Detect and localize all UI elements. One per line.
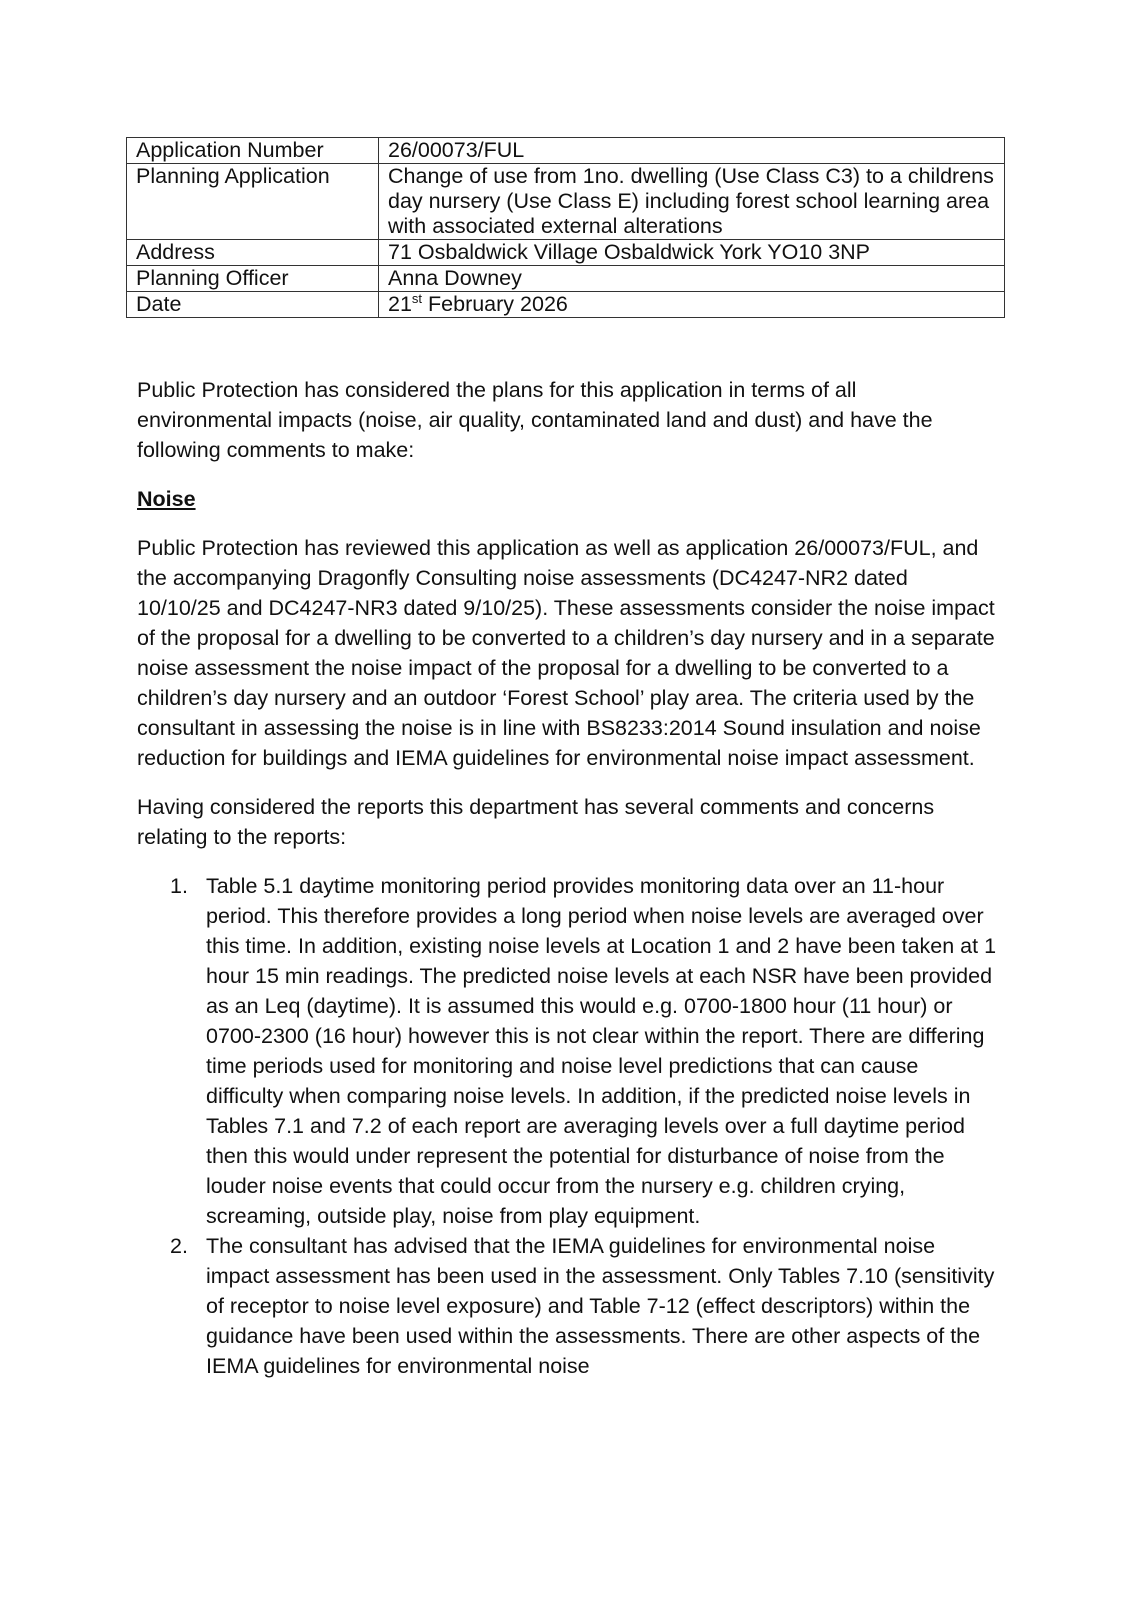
date-value bbox=[379, 292, 1005, 318]
table-row bbox=[127, 240, 1005, 266]
table-row bbox=[127, 164, 1005, 240]
list-item-number: 2. bbox=[170, 1234, 188, 1258]
application-number-label: Application Number bbox=[127, 138, 379, 164]
date-day: 21 bbox=[388, 292, 412, 316]
list-item bbox=[137, 871, 997, 1231]
list-item-number: 1. bbox=[170, 874, 188, 898]
planning-officer-label: Planning Officer bbox=[127, 266, 379, 292]
table-row bbox=[127, 292, 1005, 318]
list-item bbox=[137, 1231, 997, 1381]
list-item-text: The consultant has advised that the IEMA guidelines for environmental noise impact assessment has been used in the assessment. Only Tables 7.10 (sensitivity of receptor to noise level exposure) and Table 7-12 (effect descriptors) within the guidance have been used within the assessments. There are other aspects of the IEMA guidelines for environmental noise bbox=[206, 1234, 995, 1378]
planning-application-value: Change of use from 1no. dwelling (Use Class C3) to a childrens day nursery (Use Class E) including forest school learning area with associated external alterations bbox=[379, 164, 1005, 240]
document-body bbox=[137, 375, 997, 1381]
planning-application-label: Planning Application bbox=[127, 164, 379, 240]
noise-heading: Noise bbox=[137, 487, 196, 511]
date-month-year: February 2026 bbox=[422, 292, 568, 316]
noise-paragraph-1: Public Protection has reviewed this application as well as application 26/00073/FUL, and the accompanying Dragonfly Consulting noise assessments (DC4247-NR2 dated 10/10/25 and DC4247-NR3 dated 9/10/25). These assessments consider the noise impact of the proposal for a dwelling to be converted to a children’s day nursery and in a separate noise assessment the noise impact of the proposal for a dwelling to be converted to a children’s day nursery and an outdoor ‘Forest School’ play area. The criteria used by the consultant in assessing the noise is in line with BS8233:2014 Sound insulation and noise reduction for buildings and IEMA guidelines for environmental noise impact assessment. bbox=[137, 536, 995, 770]
concerns-list bbox=[137, 871, 997, 1381]
application-number-value: 26/00073/FUL bbox=[379, 138, 1005, 164]
noise-paragraph-2: Having considered the reports this department has several comments and concerns relating to the reports: bbox=[137, 795, 935, 849]
list-item-text: Table 5.1 daytime monitoring period provides monitoring data over an 11-hour period. This therefore provides a long period when noise levels are averaged over this time. In addition, existing noise levels at Location 1 and 2 have been taken at 1 hour 15 min readings. The predicted noise levels at each NSR have been provided as an Leq (daytime). It is assumed this would e.g. 0700-1800 hour (11 hour) or 0700-2300 (16 hour) however this is not clear within the report. There are differing time periods used for monitoring and noise level predictions that can cause difficulty when comparing noise levels. In addition, if the predicted noise levels in Tables 7.1 and 7.2 of each report are averaging levels over a full daytime period then this would under represent the potential for disturbance of noise from the louder noise events that could occur from the nursery e.g. children crying, screaming, outside play, noise from play equipment. bbox=[206, 874, 997, 1228]
intro-paragraph: Public Protection has considered the plans for this application in terms of all environmental impacts (noise, air quality, contaminated land and dust) and have the following comments to make: bbox=[137, 378, 933, 462]
date-label: Date bbox=[127, 292, 379, 318]
application-details-table bbox=[126, 137, 1005, 318]
table-row bbox=[127, 138, 1005, 164]
address-value: 71 Osbaldwick Village Osbaldwick York YO10 3NP bbox=[379, 240, 1005, 266]
planning-officer-value: Anna Downey bbox=[379, 266, 1005, 292]
date-day-suffix: st bbox=[411, 291, 423, 306]
address-label: Address bbox=[127, 240, 379, 266]
table-row bbox=[127, 266, 1005, 292]
